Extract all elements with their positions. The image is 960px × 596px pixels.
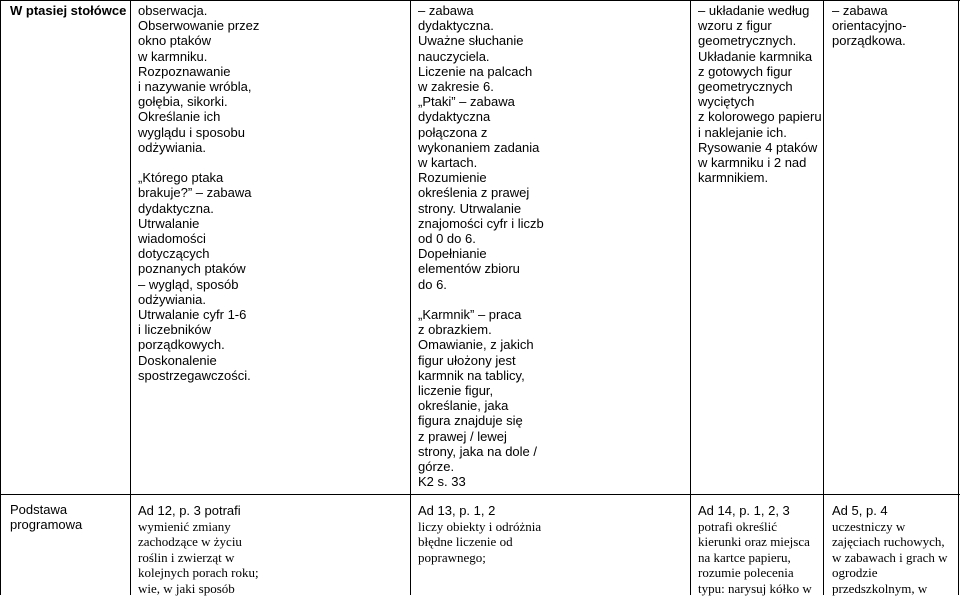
text-line: – układanie według (698, 3, 820, 18)
text-line: strony, jaka na dole / (418, 444, 686, 459)
text-line: wymienić zmiany (138, 519, 406, 535)
text-line: przedszkolnym, w (832, 581, 956, 596)
art-activities-column (698, 3, 820, 185)
table-border-top (0, 0, 960, 1)
text-line: Rysowanie 4 ptaków (698, 140, 820, 155)
text-line: nauczyciela. (418, 49, 686, 64)
text-line: Rozpoznawanie (138, 64, 406, 79)
table-border-right (958, 0, 959, 595)
text-line: poznanych ptaków (138, 261, 406, 276)
text-line: geometrycznych (698, 79, 820, 94)
text-line: Ad 14, p. 1, 2, 3 (698, 503, 820, 519)
text-line: znajomości cyfr i liczb (418, 216, 686, 231)
text-line: obserwacja. (138, 3, 406, 18)
text-line: porządkowa. (832, 33, 956, 48)
text-line: wyciętych (698, 94, 820, 109)
text-line: w karmniku. (138, 49, 406, 64)
text-line: dydaktyczna. (418, 18, 686, 33)
text-line: Uważne słuchanie (418, 33, 686, 48)
text-line: w karmniku i 2 nad (698, 155, 820, 170)
text-line: „Ptaki” – zabawa (418, 94, 686, 109)
topic-title: W ptasiej stołówce (10, 3, 128, 18)
text-line: – wygląd, sposób (138, 277, 406, 292)
text-line: połączona z (418, 125, 686, 140)
text-line: ogrodzie (832, 565, 956, 581)
text-line: rozumie polecenia (698, 565, 820, 581)
text-line: zajęciach ruchowych, (832, 534, 956, 550)
text-line: typu: narysuj kółko w (698, 581, 820, 596)
text-line: roślin i zwierząt w (138, 550, 406, 566)
text-line: Rozumienie (418, 170, 686, 185)
text-line: Liczenie na palcach (418, 64, 686, 79)
text-line: określenia z prawej (418, 185, 686, 200)
column-divider-3 (690, 0, 691, 595)
text-line: i naklejanie ich. (698, 125, 820, 140)
text-line: uczestniczy w (832, 519, 956, 535)
text-line: – zabawa (418, 3, 686, 18)
text-line: potrafi określić (698, 519, 820, 535)
text-line: wykonaniem zadania (418, 140, 686, 155)
curriculum-col2 (138, 503, 406, 596)
text-line: z gotowych figur (698, 64, 820, 79)
text-line: kierunki oraz miejsca (698, 534, 820, 550)
blank-line (418, 292, 686, 307)
text-line: odżywiania. (138, 292, 406, 307)
text-line: i liczebników (138, 322, 406, 337)
text-line: gołębia, sikorki. (138, 94, 406, 109)
table-border-left (0, 0, 1, 595)
text-line: K2 s. 33 (418, 474, 686, 489)
text-line: karmnikiem. (698, 170, 820, 185)
row-header-curriculum (10, 502, 128, 532)
text-line: kolejnych porach roku; (138, 565, 406, 581)
column-divider-1 (130, 0, 131, 595)
blank-line (138, 155, 406, 170)
text-line: z obrazkiem. (418, 322, 686, 337)
text-line: dotyczących (138, 246, 406, 261)
observation-column (138, 3, 406, 383)
row-divider (0, 494, 960, 495)
text-line: Dopełnianie (418, 246, 686, 261)
text-line: Ad 5, p. 4 (832, 503, 956, 519)
text-line: w zabawach i grach w (832, 550, 956, 566)
text-line: z kolorowego papieru (698, 109, 820, 124)
text-line: błędne liczenie od (418, 534, 686, 550)
text-line: na kartce papieru, (698, 550, 820, 566)
text-line: Układanie karmnika (698, 49, 820, 64)
text-line: określanie, jaka (418, 398, 686, 413)
text-line: Doskonalenie (138, 353, 406, 368)
text-line: dydaktyczna (418, 109, 686, 124)
text-line: górze. (418, 459, 686, 474)
text-line: zachodzące w życiu (138, 534, 406, 550)
curriculum-col3 (418, 503, 686, 565)
text-line: figur ułożony jest (418, 353, 686, 368)
text-line: poprawnego; (418, 550, 686, 566)
text-line: Ad 13, p. 1, 2 (418, 503, 686, 519)
movement-games-column (832, 3, 956, 49)
text-line: karmnik na tablicy, (418, 368, 686, 383)
text-line: wie, w jaki sposób (138, 581, 406, 596)
text-line: Obserwowanie przez (138, 18, 406, 33)
text-line: figura znajduje się (418, 413, 686, 428)
column-divider-2 (410, 0, 411, 595)
text-line: okno ptaków (138, 33, 406, 48)
text-line: do 6. (418, 277, 686, 292)
text-line: liczenie figur, (418, 383, 686, 398)
curriculum-col5 (832, 503, 956, 596)
text-line: z prawej / lewej (418, 429, 686, 444)
text-line: w zakresie 6. (418, 79, 686, 94)
text-line: Podstawa (10, 502, 128, 517)
curriculum-col4 (698, 503, 820, 596)
text-line: wzoru z figur (698, 18, 820, 33)
text-line: „Karmnik” – praca (418, 307, 686, 322)
text-line: strony. Utrwalanie (418, 201, 686, 216)
text-line: liczy obiekty i odróżnia (418, 519, 686, 535)
text-line: geometrycznych. (698, 33, 820, 48)
text-line: elementów zbioru (418, 261, 686, 276)
text-line: Ad 12, p. 3 potrafi (138, 503, 406, 519)
column-divider-4 (823, 0, 824, 595)
text-line: Utrwalanie (138, 216, 406, 231)
text-line: porządkowych. (138, 337, 406, 352)
text-line: „Którego ptaka (138, 170, 406, 185)
text-line: odżywiania. (138, 140, 406, 155)
text-line: Omawianie, z jakich (418, 337, 686, 352)
text-line: wiadomości (138, 231, 406, 246)
math-activities-column (418, 3, 686, 490)
text-line: i nazywanie wróbla, (138, 79, 406, 94)
text-line: – zabawa (832, 3, 956, 18)
text-line: Utrwalanie cyfr 1-6 (138, 307, 406, 322)
text-line: brakuje?” – zabawa (138, 185, 406, 200)
text-line: w kartach. (418, 155, 686, 170)
text-line: spostrzegawczości. (138, 368, 406, 383)
text-line: orientacyjno- (832, 18, 956, 33)
text-line: wyglądu i sposobu (138, 125, 406, 140)
text-line: programowa (10, 517, 128, 532)
row-header-topic (10, 3, 128, 18)
text-line: Określanie ich (138, 109, 406, 124)
text-line: dydaktyczna. (138, 201, 406, 216)
text-line: od 0 do 6. (418, 231, 686, 246)
